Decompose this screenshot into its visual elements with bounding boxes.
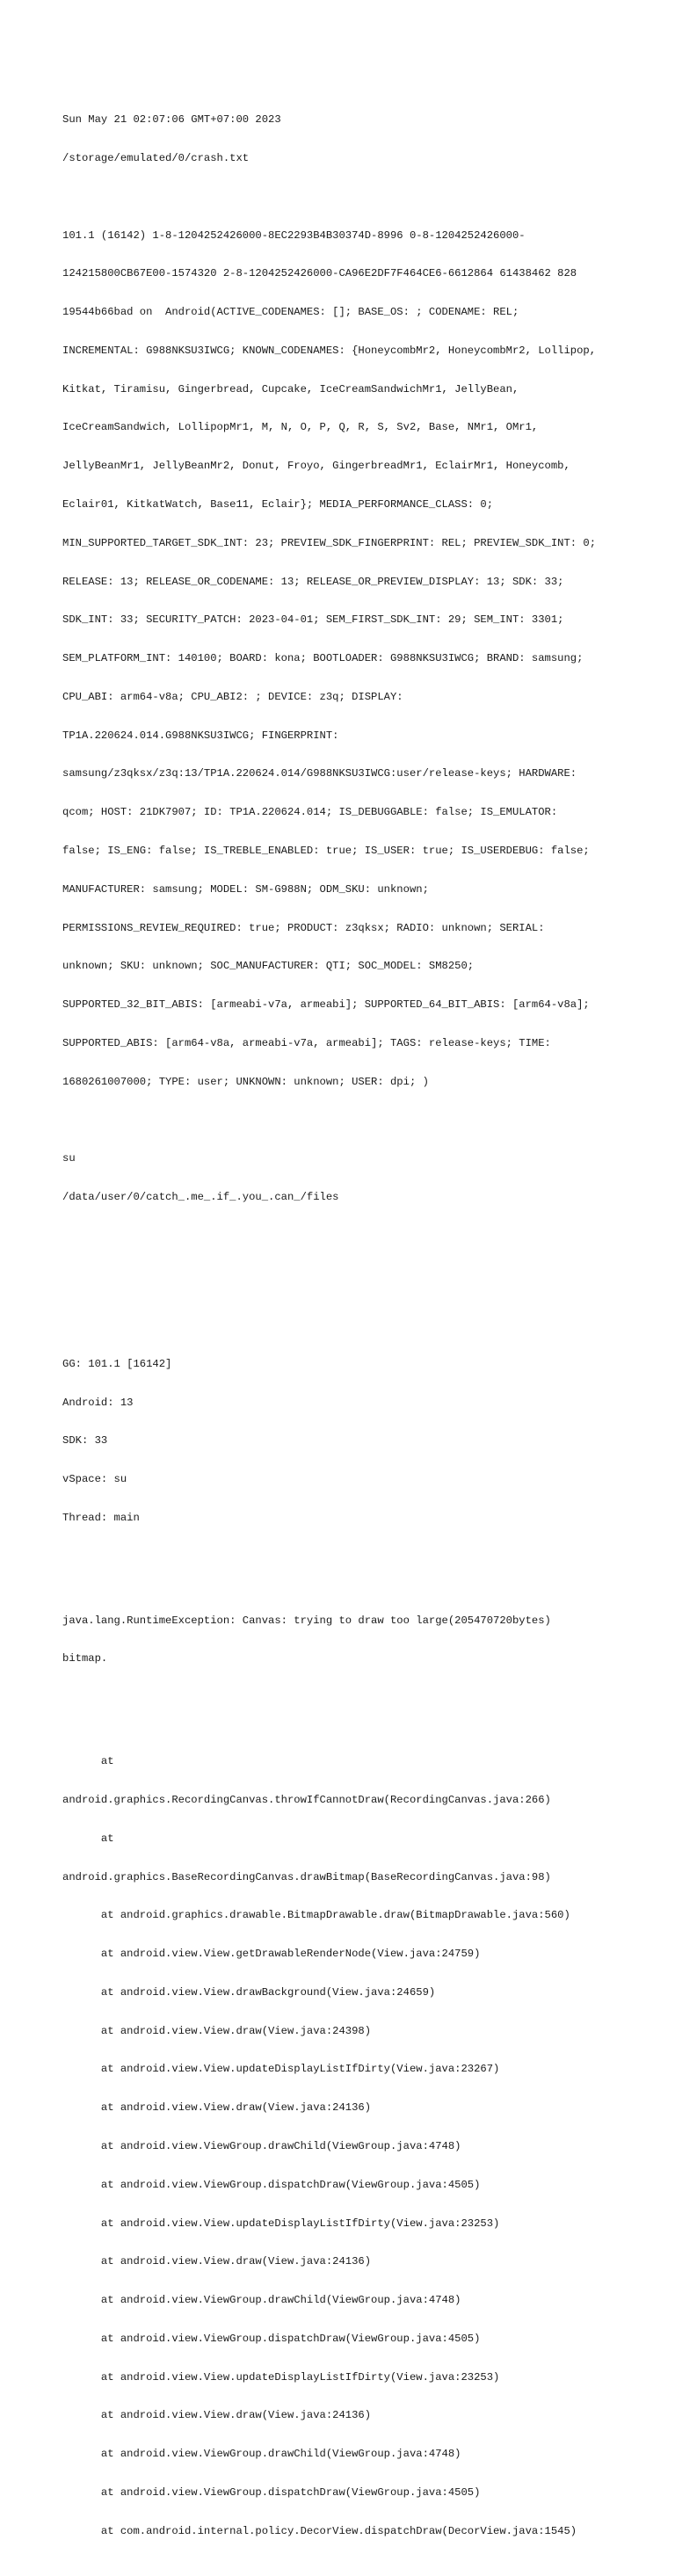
stack-frame: at android.view.ViewGroup.drawChild(ViewGroup.java:4748) bbox=[62, 2294, 461, 2307]
blank-line bbox=[62, 1242, 669, 1255]
stack-frame: at android.view.View.updateDisplayListIfDirty(View.java:23253) bbox=[62, 2217, 500, 2230]
blank-line bbox=[62, 1281, 669, 1294]
device-info-line: MANUFACTURER: samsung; MODEL: SM-G988N; ODM_SKU: unknown; bbox=[62, 882, 429, 896]
device-info-line: qcom; HOST: 21DK7907; ID: TP1A.220624.014; IS_DEBUGGABLE: false; IS_EMULATOR: bbox=[62, 806, 558, 819]
stack-frame: android.graphics.BaseRecordingCanvas.drawBitmap(BaseRecordingCanvas.java:98) bbox=[62, 1870, 551, 1883]
stack-frame: at android.view.View.updateDisplayListIfDirty(View.java:23253) bbox=[62, 2370, 500, 2384]
vspace-value: vSpace: su bbox=[62, 1473, 127, 1486]
device-info-line: SUPPORTED_32_BIT_ABIS: [armeabi-v7a, armeabi]; SUPPORTED_64_BIT_ABIS: [arm64-v8a]; bbox=[62, 998, 590, 1012]
thread-name: Thread: main bbox=[62, 1511, 140, 1524]
stack-frame: android.graphics.RecordingCanvas.throwIfCannotDraw(RecordingCanvas.java:266) bbox=[62, 1793, 551, 1806]
su-line: su bbox=[62, 1152, 76, 1165]
stack-frame: at android.view.ViewGroup.dispatchDraw(ViewGroup.java:4505) bbox=[62, 2178, 481, 2191]
stack-frame: at android.view.View.draw(View.java:24136) bbox=[62, 2101, 372, 2115]
device-info-line: TP1A.220624.014.G988NKSU3IWCG; FINGERPRINT: bbox=[62, 729, 339, 742]
device-info-line: 1680261007000; TYPE: user; UNKNOWN: unknown; USER: dpi; ) bbox=[62, 1075, 429, 1088]
device-info-line: false; IS_ENG: false; IS_TREBLE_ENABLED: true; IS_USER: true; IS_USERDEBUG: false; bbox=[62, 845, 590, 858]
device-info-line: samsung/z3qksx/z3q:13/TP1A.220624.014/G988NKSU3IWCG:user/release-keys; HARDWARE: bbox=[62, 767, 577, 780]
stack-trace bbox=[62, 1730, 669, 2564]
exception-line: java.lang.RuntimeException: Canvas: trying to draw too large(205470720bytes) bbox=[62, 1614, 551, 1627]
stack-frame: at android.view.View.draw(View.java:24398) bbox=[62, 2024, 372, 2037]
exception-message bbox=[62, 1588, 669, 1691]
device-info-line: SUPPORTED_ABIS: [arm64-v8a, armeabi-v7a, armeabi]; TAGS: release-keys; TIME: bbox=[62, 1036, 551, 1049]
stack-frame: at android.view.View.getDrawableRenderNode(View.java:24759) bbox=[62, 1948, 481, 1961]
stack-frame: at android.view.ViewGroup.dispatchDraw(ViewGroup.java:4505) bbox=[62, 2486, 481, 2500]
android-version: Android: 13 bbox=[62, 1396, 134, 1409]
device-info-line: Eclair01, KitkatWatch, Base11, Eclair}; MEDIA_PERFORMANCE_CLASS: 0; bbox=[62, 498, 494, 511]
stack-frame: at com.android.internal.policy.DecorView.dispatchDraw(DecorView.java:1545) bbox=[62, 2524, 577, 2537]
device-info-line: SDK_INT: 33; SECURITY_PATCH: 2023-04-01; SEM_FIRST_SDK_INT: 29; SEM_INT: 3301; bbox=[62, 613, 564, 627]
device-info-line: INCREMENTAL: G988NKSU3IWCG; KNOWN_CODENAMES: {HoneycombMr2, HoneycombMr2, Lollipop, bbox=[62, 344, 597, 357]
device-info-line: CPU_ABI: arm64-v8a; CPU_ABI2: ; DEVICE: z3q; DISPLAY: bbox=[62, 690, 403, 703]
device-info-line: RELEASE: 13; RELEASE_OR_CODENAME: 13; RELEASE_OR_PREVIEW_DISPLAY: 13; SDK: 33; bbox=[62, 575, 564, 588]
crash-file-path: /storage/emulated/0/crash.txt bbox=[62, 151, 250, 164]
stack-frame: at android.graphics.drawable.BitmapDrawable.draw(BitmapDrawable.java:560) bbox=[62, 1909, 570, 1922]
stack-frame: at android.view.ViewGroup.dispatchDraw(ViewGroup.java:4505) bbox=[62, 2332, 481, 2345]
device-info-line: SEM_PLATFORM_INT: 140100; BOARD: kona; BOOTLOADER: G988NKSU3IWCG; BRAND: samsung; bbox=[62, 652, 584, 665]
device-info-line: Kitkat, Tiramisu, Gingerbread, Cupcake, IceCreamSandwichMr1, JellyBean, bbox=[62, 382, 519, 395]
gg-version: GG: 101.1 [16142] bbox=[62, 1357, 172, 1370]
exception-line: bitmap. bbox=[62, 1652, 108, 1665]
stack-frame: at bbox=[62, 1832, 114, 1845]
device-info-line: JellyBeanMr1, JellyBeanMr2, Donut, Froyo, GingerbreadMr1, EclairMr1, Honeycomb, bbox=[62, 460, 570, 473]
stack-frame: at android.view.ViewGroup.drawChild(ViewGroup.java:4748) bbox=[62, 2448, 461, 2461]
device-info-line: 19544b66bad on Android(ACTIVE_CODENAMES: []; BASE_OS: ; CODENAME: REL; bbox=[62, 306, 519, 319]
stack-frame: at android.view.View.updateDisplayListIfDirty(View.java:23267) bbox=[62, 2063, 500, 2076]
crash-date: Sun May 21 02:07:06 GMT+07:00 2023 bbox=[62, 113, 281, 127]
device-info-line: PERMISSIONS_REVIEW_REQUIRED: true; PRODUCT: z3qksx; RADIO: unknown; SERIAL: bbox=[62, 921, 545, 934]
device-info-block bbox=[62, 203, 669, 1114]
device-info-line: MIN_SUPPORTED_TARGET_SDK_INT: 23; PREVIEW_SDK_FINGERPRINT: REL; PREVIEW_SDK_INT: 0; bbox=[62, 536, 597, 549]
crash-info-block bbox=[62, 1332, 669, 1550]
device-info-line: 124215800CB67E00-1574320 2-8-1204252426000-CA96E2DF7F464CE6-6612864 61438462 828 bbox=[62, 267, 577, 280]
stack-frame: at bbox=[62, 1755, 114, 1768]
stack-frame: at android.view.View.draw(View.java:24136) bbox=[62, 2409, 372, 2422]
stack-frame: at android.view.ViewGroup.drawChild(ViewGroup.java:4748) bbox=[62, 2140, 461, 2152]
stack-frame: at android.view.View.drawBackground(View.java:24659) bbox=[62, 1985, 436, 1999]
device-info-line: 101.1 (16142) 1-8-1204252426000-8EC2293B4B30374D-8996 0-8-1204252426000- bbox=[62, 229, 526, 242]
crash-log-document bbox=[62, 88, 669, 2576]
device-info-line: IceCreamSandwich, LollipopMr1, M, N, O, P, Q, R, S, Sv2, Base, NMr1, OMr1, bbox=[62, 421, 539, 434]
stack-frame: at android.view.View.draw(View.java:24136) bbox=[62, 2255, 372, 2268]
device-info-line: unknown; SKU: unknown; SOC_MANUFACTURER: QTI; SOC_MODEL: SM8250; bbox=[62, 960, 475, 973]
files-path: /data/user/0/catch_.me_.if_.you_.can_/files bbox=[62, 1191, 339, 1204]
sdk-version: SDK: 33 bbox=[62, 1434, 108, 1448]
